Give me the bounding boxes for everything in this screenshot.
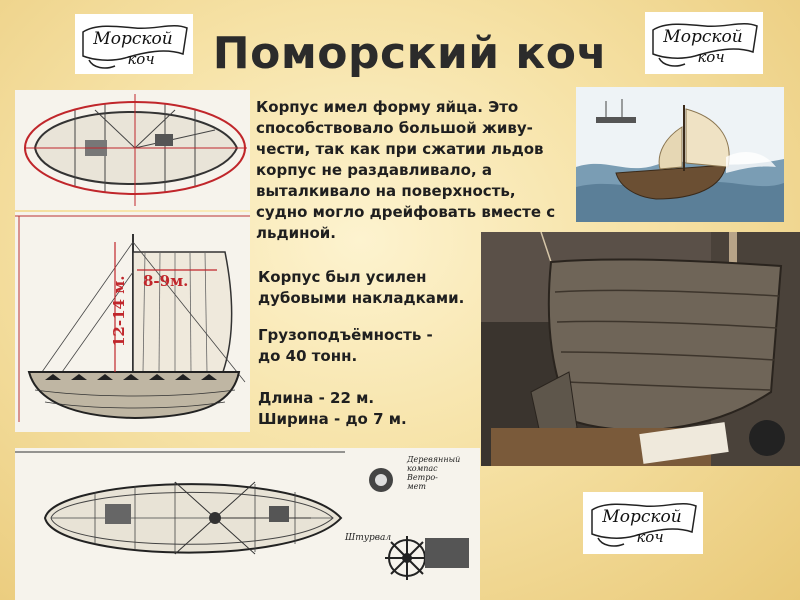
slide-title: Поморский коч <box>212 28 608 79</box>
logo-word-1: Морской <box>93 29 173 49</box>
compass-label-line: компас <box>407 464 438 473</box>
capacity-paragraph: Грузоподъёмность - до 40 тонн. <box>258 326 433 365</box>
dimensions-text <box>258 388 478 430</box>
hull-shape-paragraph: Корпус имел форму яйца. Это способствовало большой живу- чести, так как при сжатии льдов корпус не раздавливало, а выталкивало на поверхность, судно могло дрейфовать вместе с льдиной. <box>256 98 556 242</box>
logo-word-1: Морской <box>663 27 743 47</box>
reinforcement-text <box>258 267 478 309</box>
height-dimension-label: 12-14 м. <box>110 275 128 347</box>
sail-dimension-label: 8-9м. <box>143 272 189 290</box>
reinforcement-paragraph: Корпус был усилен дубовыми накладками. <box>258 268 465 307</box>
width-line: Ширина - до 7 м. <box>258 410 407 428</box>
logo-bottom-right <box>583 492 703 554</box>
wheel-label: Штурвал <box>345 533 392 543</box>
deck-plan-drawing <box>15 448 480 600</box>
hull-plan-drawing <box>15 90 250 210</box>
ship-model-photo <box>481 232 800 466</box>
logo-word-1: Морской <box>602 507 682 527</box>
logo-word-2: коч <box>697 48 725 66</box>
length-line: Длина - 22 м. <box>258 389 375 407</box>
logo-word-2: коч <box>636 528 664 546</box>
compass-label-line: Ветро- <box>407 473 438 482</box>
capacity-text <box>258 325 478 367</box>
logo-top-right <box>645 12 763 74</box>
ship-side-drawing <box>15 212 250 432</box>
compass-label-line: Деревянный <box>407 455 461 464</box>
compass-label-line: мет <box>407 482 426 491</box>
hull-shape-text <box>256 97 586 244</box>
logo-word-2: коч <box>127 50 155 68</box>
ship-painting <box>576 87 784 222</box>
logo-top-left <box>75 14 193 74</box>
